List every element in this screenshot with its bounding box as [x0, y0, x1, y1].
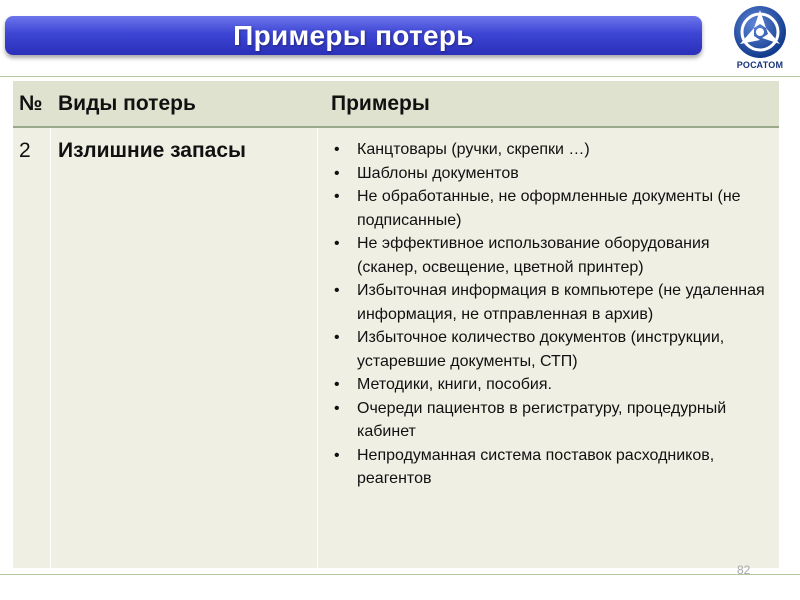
examples-list: [331, 138, 771, 491]
column-divider: [317, 128, 318, 568]
row-number: 2: [19, 139, 31, 162]
list-item: • Шаблоны документов: [331, 162, 771, 186]
top-divider: [0, 76, 800, 77]
header-examples: Примеры: [331, 92, 430, 115]
column-divider: [50, 128, 51, 568]
losses-table: [13, 81, 779, 568]
table-header-row: [13, 81, 779, 128]
atom-logo-icon: [732, 4, 788, 60]
list-item: • Методики, книги, пособия.: [331, 373, 771, 397]
logo-text: РОСАТОМ: [736, 60, 784, 70]
list-item: • Не обработанные, не оформленные документы (не подписанные): [331, 185, 771, 232]
list-item: • Избыточная информация в компьютере (не удаленная информация, не отправленная в архив): [331, 279, 771, 326]
header-loss-type: Виды потерь: [58, 92, 196, 115]
page-number: 82: [737, 563, 751, 577]
header-number: №: [19, 92, 43, 115]
list-item: • Непродуманная система поставок расходников, реагентов: [331, 444, 771, 491]
list-item: • Очереди пациентов в регистратуру, процедурный кабинет: [331, 397, 771, 444]
list-item: • Канцтовары (ручки, скрепки …): [331, 138, 771, 162]
title-bar: [5, 16, 702, 55]
bottom-divider: [0, 574, 800, 575]
table-row: [13, 128, 779, 568]
list-item: • Не эффективное использование оборудования (сканер, освещение, цветной принтер): [331, 232, 771, 279]
slide-title: Примеры потерь: [233, 19, 474, 51]
row-loss-type: Излишние запасы: [58, 139, 246, 162]
list-item: • Избыточное количество документов (инструкции, устаревшие документы, СТП): [331, 326, 771, 373]
rosatom-logo: [728, 4, 792, 76]
